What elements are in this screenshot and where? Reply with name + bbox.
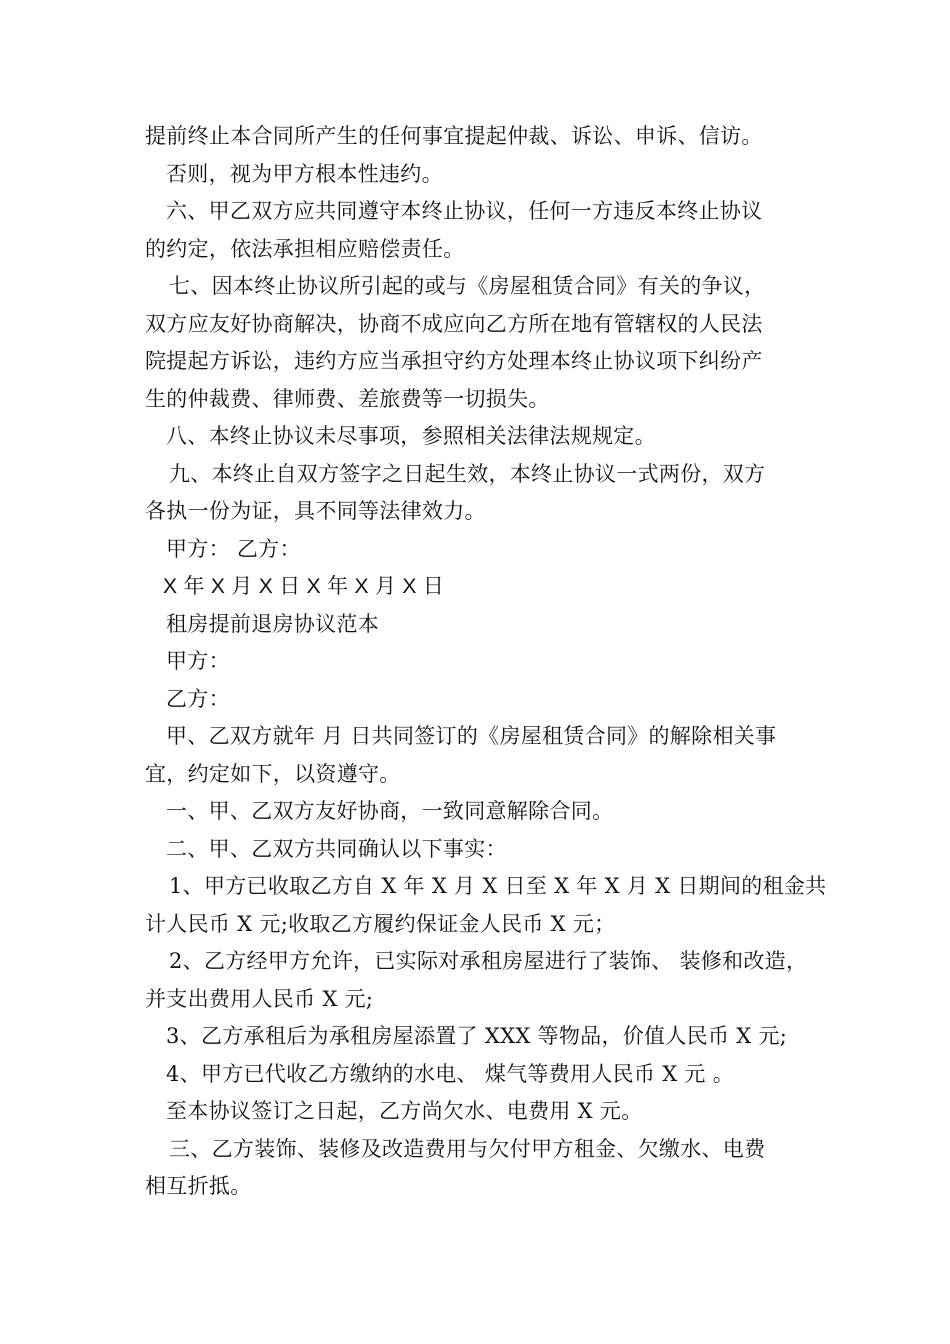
clause-two-line: 二、甲、乙双方共同确认以下事实： — [166, 836, 507, 861]
clause-eight-line: 八、本终止协议未尽事项，参照相关法律法规规定。 — [166, 424, 656, 448]
paragraph-line: 院提起方诉讼，违约方应当承担守约方处理本终止协议项下纠纷产 — [145, 349, 763, 373]
paragraph-line: 甲、乙双方就年 月 日共同签订的《房屋租赁合同》的解除相关事 — [166, 724, 777, 748]
paragraph-line: 至本协议签订之日起，乙方尚欠水、电费用 X 元。 — [166, 1099, 643, 1123]
document-page — [145, 118, 825, 1206]
paragraph-line: 的约定，依法承担相应赔偿责任。 — [145, 236, 465, 261]
clause-one-line: 一、甲、乙双方友好协商，一致同意解除合同。 — [166, 799, 614, 823]
paragraph-line: 宜，约定如下，以资遵守。 — [145, 761, 401, 786]
fact-two-line: 2、乙方经甲方允许，已实际对承租房屋进行了装饰、 装修和改造， — [169, 949, 808, 973]
fact-three-line: 3、乙方承租后为承租房屋添置了 XXX 等物品，价值人民币 X 元; — [166, 1024, 788, 1048]
paragraph-line: 并支出费用人民币 X 元; — [145, 986, 374, 1011]
fact-one-line: 1、甲方已收取乙方自 X 年 X 月 X 日至 X 年 X 月 X 日期间的租金共 — [169, 874, 827, 898]
paragraph-line: 否则，视为甲方根本性违约。 — [166, 161, 443, 186]
paragraph-line: 计人民币 X 元;收取乙方履约保证金人民币 X 元； — [145, 911, 616, 936]
clause-seven-line: 七、因本终止协议所引起的或与《房屋租赁合同》有关的争议， — [169, 274, 766, 298]
clause-three-line: 三、乙方装饰、装修及改造费用与欠付甲方租金、欠缴水、电费 — [169, 1136, 766, 1161]
section-title: 租房提前退房协议范本 — [166, 611, 379, 636]
clause-six-line: 六、甲乙双方应共同遵守本终止协议，任何一方违反本终止协议 — [166, 199, 763, 223]
paragraph-line: 相互折抵。 — [145, 1174, 252, 1198]
party-a-line: 甲方： — [166, 649, 230, 673]
fact-four-line: 4、甲方已代收乙方缴纳的水电、 煤气等费用人民币 X 元 。 — [166, 1061, 735, 1086]
paragraph-line: 提前终止本合同所产生的任何事宜提起仲裁、诉讼、申诉、信访。 — [145, 124, 763, 148]
party-b-line: 乙方： — [166, 686, 230, 711]
clause-nine-line: 九、本终止自双方签字之日起生效，本终止协议一式两份，双方 — [169, 461, 766, 486]
signature-parties-line: 甲方： 乙方： — [166, 536, 301, 561]
paragraph-line: 生的仲裁费、律师费、差旅费等一切损失。 — [145, 386, 550, 411]
paragraph-line: 双方应友好协商解决，协商不成应向乙方所在地有管辖权的人民法 — [145, 311, 763, 336]
signature-date-line: X 年 X 月 X 日 X 年 X 月 X 日 — [163, 575, 445, 598]
paragraph-line: 各执一份为证，具不同等法律效力。 — [145, 499, 486, 523]
